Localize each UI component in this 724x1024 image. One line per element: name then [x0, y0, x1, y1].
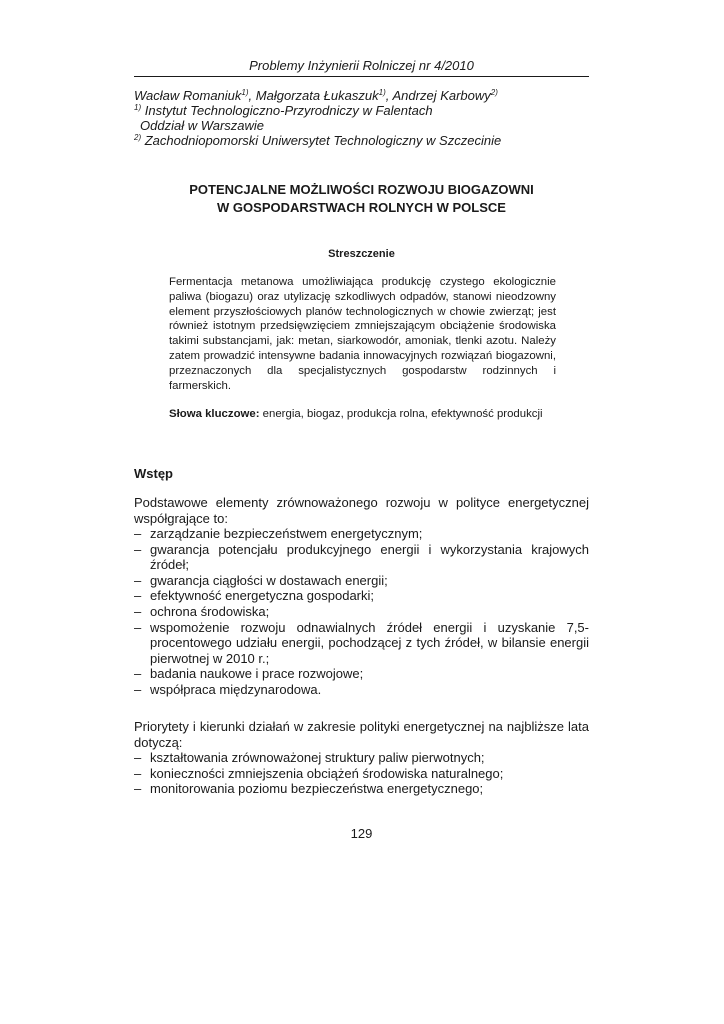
energy-policy-list — [134, 526, 589, 698]
list-item: – badania naukowe i prace rozwojowe; — [134, 666, 589, 682]
author-mark: 2) — [490, 88, 498, 97]
list-item: – ochrona środowiska; — [134, 604, 589, 620]
author-separator: , — [385, 88, 393, 103]
author-name: Wacław Romaniuk — [134, 88, 242, 103]
authors-block — [134, 88, 589, 148]
title-line: POTENCJALNE MOŻLIWOŚCI ROZWOJU BIOGAZOWNI — [189, 182, 534, 197]
page-number: 129 — [350, 826, 373, 841]
list-item: – gwarancja ciągłości w dostawach energii; — [134, 573, 589, 589]
author-line — [134, 88, 589, 103]
author-mark: 1) — [241, 88, 249, 97]
title-line: W GOSPODARSTWACH ROLNYCH W POLSCE — [217, 200, 506, 215]
affiliation-1-branch: Oddział w Warszawie — [140, 118, 265, 133]
affiliation-2 — [134, 133, 589, 148]
list-item: – konieczności zmniejszenia obciążeń środowiska naturalnego; — [134, 766, 589, 782]
list-item: – kształtowania zrównoważonej struktury paliw pierwotnych; — [134, 750, 589, 766]
list-item: – efektywność energetyczna gospodarki; — [134, 588, 589, 604]
author-separator: , — [248, 88, 256, 103]
affiliation-mark: 2) — [134, 133, 142, 142]
keywords — [169, 407, 556, 422]
author-mark: 1) — [378, 88, 386, 97]
intro-paragraph: Podstawowe elementy zrównoważonego rozwoju w polityce energetycznej współgrające to: — [134, 495, 589, 526]
list-item: – współpraca międzynarodowa. — [134, 682, 589, 698]
author-name: Andrzej Karbowy — [392, 88, 491, 103]
list-item: – gwarancja potencjału produkcyjnego energii i wykorzystania krajowych źródeł; — [134, 542, 589, 573]
list-item: – monitorowania poziomu bezpieczeństwa energetycznego; — [134, 781, 589, 797]
keywords-text: energia, biogaz, produkcja rolna, efektywność produkcji — [259, 408, 543, 420]
affiliation-mark: 1) — [134, 103, 142, 112]
keywords-label: Słowa kluczowe: — [169, 408, 260, 420]
section-heading: Wstęp — [134, 466, 173, 481]
journal-header: Problemy Inżynierii Rolniczej nr 4/2010 — [134, 58, 589, 77]
abstract-text: Fermentacja metanowa umożliwiająca produkcję czystego ekologicznie paliwa (biogazu) oraz utylizację szkodliwych odpadów, stanowi nieodzowny element przyszłościowych planów technologicznych w chowie zwierząt; jest również istotnym przedsięwzięciem zmniejszającym obciążenie środowiska takimi substancjami, jak: metan, siarkowodór, amoniak, tlenki azotu. Należy zatem prowadzić intensywne badania innowacyjnych rozwiązań biogazowni, przeznaczonych dla specjalistycznych gospodarstw rodzinnych i farmerskich. — [169, 276, 556, 392]
affiliation-text: Zachodniopomorski Uniwersytet Technologiczny w Szczecinie — [141, 133, 502, 148]
list-item: – zarządzanie bezpieczeństwem energetycznym; — [134, 526, 589, 542]
paper-title — [134, 181, 589, 217]
abstract-heading: Streszczenie — [328, 248, 395, 260]
affiliation-1 — [134, 103, 589, 118]
priorities-paragraph: Priorytety i kierunki działań w zakresie polityki energetycznej na najbliższe lata dotyczą: — [134, 719, 589, 750]
affiliation-text: Instytut Technologiczno-Przyrodniczy w Falentach — [141, 103, 433, 118]
list-item: – wspomożenie rozwoju odnawialnych źródeł energii i uzyskanie 7,5-procentowego udziału energii, pochodzącej z tych źródeł, w bilansie energii pierwotnej w 2010 r.; — [134, 620, 589, 667]
priorities-list — [134, 750, 589, 797]
author-name: Małgorzata Łukaszuk — [255, 88, 379, 103]
